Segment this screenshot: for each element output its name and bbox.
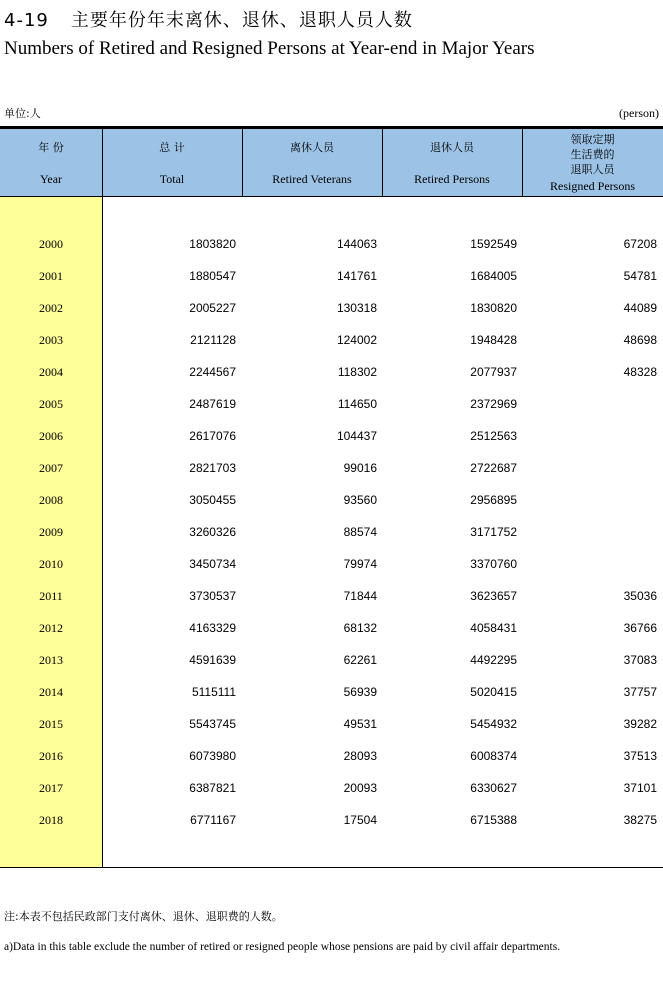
header-veterans-en: Retired Veterans	[272, 172, 352, 186]
cell-retired: 6330627	[470, 781, 517, 795]
cell-veterans: 49531	[343, 717, 377, 731]
cell-retired: 1684005	[470, 269, 517, 283]
footnote-cn: 注:本表不包括民政部门支付离休、退休、退职费的人数。	[4, 910, 283, 923]
cell-resigned: 37101	[623, 781, 657, 795]
cell-year: 2011	[39, 589, 63, 603]
header-retired-en: Retired Persons	[414, 172, 490, 186]
cell-year: 2001	[39, 269, 63, 283]
header-resigned-en: Resigned Persons	[550, 179, 635, 193]
cell-year: 2012	[39, 621, 63, 635]
cell-total: 6387821	[189, 781, 236, 795]
cell-year: 2009	[39, 525, 63, 539]
cell-resigned: 36766	[623, 621, 657, 635]
data-table	[0, 126, 663, 868]
header-year-cn: 年 份	[38, 141, 64, 154]
unit-label-en: (person)	[619, 106, 659, 120]
cell-total: 2005227	[189, 301, 236, 315]
cell-resigned: 44089	[623, 301, 657, 315]
cell-retired: 4492295	[470, 653, 517, 667]
cell-year: 2000	[39, 237, 63, 251]
table-row	[0, 517, 663, 549]
unit-label-cn: 单位:人	[4, 107, 41, 120]
cell-veterans: 68132	[343, 621, 377, 635]
table-number: 4-19	[4, 10, 49, 31]
header-total-en: Total	[159, 172, 185, 186]
cell-resigned: 48698	[623, 333, 657, 347]
cell-retired: 2956895	[470, 493, 517, 507]
cell-retired: 1948428	[470, 333, 517, 347]
table-row	[0, 229, 663, 261]
cell-year: 2004	[39, 365, 63, 379]
cell-year: 2008	[39, 493, 63, 507]
table-bottom-rule	[0, 867, 663, 868]
header-total-cn: 总 计	[159, 141, 185, 154]
cell-year: 2014	[39, 685, 63, 699]
cell-total: 5543745	[189, 717, 236, 731]
header-veterans-cn: 离休人员	[290, 141, 334, 154]
header-resigned-cn-line2: 生活费的	[570, 148, 615, 161]
cell-veterans: 28093	[343, 749, 377, 763]
cell-total: 4591639	[189, 653, 236, 667]
cell-total: 3050455	[189, 493, 236, 507]
cell-total: 2244567	[189, 365, 236, 379]
cell-retired: 1592549	[470, 237, 517, 251]
cell-retired: 1830820	[470, 301, 517, 315]
cell-total: 1803820	[189, 237, 236, 251]
cell-veterans: 124002	[336, 333, 377, 347]
cell-retired: 2372969	[470, 397, 517, 411]
cell-year: 2002	[39, 301, 63, 315]
cell-year: 2016	[39, 749, 63, 763]
cell-retired: 5454932	[470, 717, 517, 731]
table-row	[0, 645, 663, 677]
cell-total: 6073980	[189, 749, 236, 763]
cell-veterans: 99016	[343, 461, 377, 475]
header-resigned	[522, 129, 663, 196]
header-year-en: Year	[39, 172, 63, 186]
header-total	[102, 129, 242, 196]
cell-resigned: 38275	[623, 813, 657, 827]
cell-veterans: 62261	[343, 653, 377, 667]
cell-veterans: 141761	[336, 269, 377, 283]
cell-total: 3450734	[189, 557, 236, 571]
header-veterans	[242, 129, 382, 196]
cell-veterans: 114650	[337, 397, 377, 411]
cell-total: 1880547	[189, 269, 236, 283]
header-retired-cn: 退休人员	[430, 141, 474, 154]
cell-veterans: 144063	[336, 237, 377, 251]
table-row	[0, 325, 663, 357]
cell-veterans: 118302	[337, 365, 377, 379]
header-resigned-cn-line3: 退职人员	[570, 163, 615, 176]
cell-retired: 2722687	[470, 461, 517, 475]
table-row	[0, 549, 663, 581]
table-row	[0, 677, 663, 709]
cell-total: 5115111	[191, 685, 236, 699]
table-row	[0, 357, 663, 389]
cell-retired: 6008374	[470, 749, 517, 763]
cell-veterans: 56939	[343, 685, 377, 699]
cell-resigned: 37757	[623, 685, 657, 699]
cell-year: 2017	[39, 781, 63, 795]
table-row	[0, 773, 663, 805]
cell-retired: 2077937	[470, 365, 517, 379]
header-resigned-cn-line1: 领取定期	[570, 133, 615, 146]
table-row	[0, 485, 663, 517]
cell-resigned: 37083	[623, 653, 657, 667]
cell-veterans: 17504	[343, 813, 377, 827]
cell-retired: 5020415	[470, 685, 517, 699]
cell-veterans: 71844	[343, 589, 377, 603]
cell-year: 2003	[39, 333, 63, 347]
table-row	[0, 613, 663, 645]
table-row	[0, 709, 663, 741]
cell-retired: 3370760	[470, 557, 517, 571]
cell-total: 3260326	[189, 525, 236, 539]
cell-resigned: 67208	[623, 237, 657, 251]
cell-retired: 6715388	[470, 813, 517, 827]
table-row	[0, 581, 663, 613]
cell-total: 2121128	[190, 333, 236, 347]
cell-retired: 4058431	[470, 621, 517, 635]
table-row	[0, 421, 663, 453]
table-row	[0, 805, 663, 837]
cell-total: 3730537	[189, 589, 236, 603]
header-retired	[382, 129, 522, 196]
cell-resigned: 37513	[623, 749, 657, 763]
cell-total: 6771167	[190, 813, 236, 827]
cell-veterans: 20093	[343, 781, 377, 795]
cell-total: 2487619	[189, 397, 236, 411]
cell-year: 2010	[39, 557, 63, 571]
cell-veterans: 104437	[336, 429, 377, 443]
cell-total: 2821703	[189, 461, 236, 475]
cell-resigned: 48328	[623, 365, 657, 379]
cell-year: 2007	[39, 461, 63, 475]
cell-retired: 3623657	[470, 589, 517, 603]
cell-veterans: 93560	[343, 493, 377, 507]
cell-year: 2015	[39, 717, 63, 731]
cell-total: 4163329	[189, 621, 236, 635]
cell-veterans: 88574	[343, 525, 377, 539]
cell-resigned: 35036	[623, 589, 657, 603]
cell-resigned: 54781	[623, 269, 657, 283]
cell-veterans: 79974	[343, 557, 377, 571]
table-row	[0, 453, 663, 485]
cell-year: 2018	[39, 813, 63, 827]
title-cn-text: 主要年份年末离休、退休、退职人员人数	[70, 10, 413, 31]
table-row	[0, 389, 663, 421]
table-title-en: Numbers of Retired and Resigned Persons at Year-end in Major Years	[4, 38, 535, 59]
table-row	[0, 293, 663, 325]
table-row	[0, 261, 663, 293]
cell-year: 2005	[39, 397, 63, 411]
table-row	[0, 741, 663, 773]
header-year	[0, 129, 102, 196]
cell-resigned: 39282	[623, 717, 657, 731]
cell-year: 2006	[39, 429, 63, 443]
footnote-en: a)Data in this table exclude the number of retired or resigned people whose pensions are paid by civil affair departments.	[4, 941, 561, 953]
cell-veterans: 130318	[336, 301, 377, 315]
cell-retired: 3171752	[470, 525, 517, 539]
cell-total: 2617076	[189, 429, 236, 443]
cell-year: 2013	[39, 653, 63, 667]
cell-retired: 2512563	[470, 429, 517, 443]
table-title-cn	[4, 6, 413, 32]
